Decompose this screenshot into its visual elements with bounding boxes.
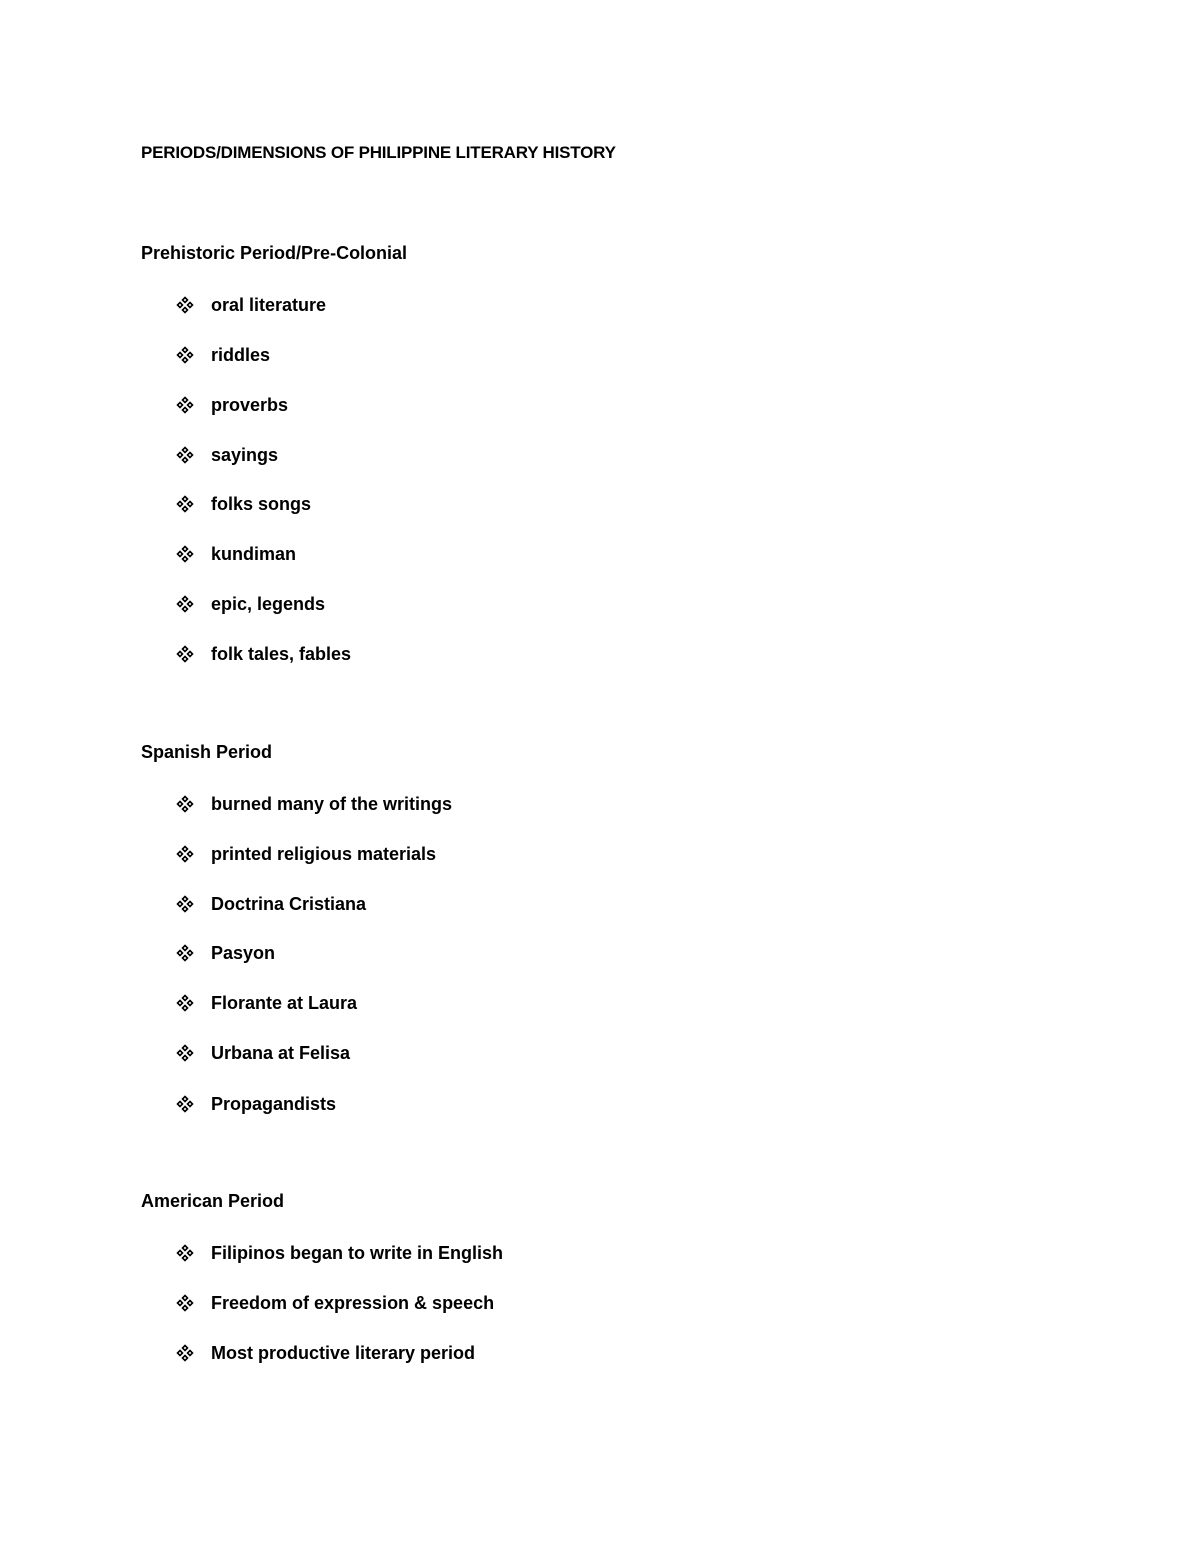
list-item-label: Freedom of expression & speech [211, 1292, 495, 1313]
four-diamond-bullet-icon [176, 895, 194, 913]
list-item-label: Filipinos began to write in English [211, 1242, 504, 1263]
list-item-label: folk tales, fables [211, 643, 352, 664]
list-item-label: Doctrina Cristiana [211, 893, 367, 914]
list-item [176, 1291, 494, 1315]
four-diamond-bullet-icon [176, 1294, 194, 1312]
page-title: PERIODS/DIMENSIONS OF PHILIPPINE LITERARY HISTORY [141, 143, 616, 162]
list-item [176, 293, 326, 317]
list-item [176, 393, 288, 417]
list-item [176, 443, 278, 467]
list-item-label: Florante at Laura [211, 992, 358, 1013]
four-diamond-bullet-icon [176, 495, 194, 513]
list-item [176, 492, 311, 516]
list-item-label: Urbana at Felisa [211, 1042, 351, 1063]
section-heading-american: American Period [141, 1191, 285, 1211]
list-item-label: epic, legends [211, 593, 326, 614]
list-item-label: proverbs [211, 394, 289, 415]
list-item-label: burned many of the writings [211, 793, 453, 814]
list-item [176, 792, 452, 816]
list-item [176, 542, 296, 566]
section-heading-prehistoric: Prehistoric Period/Pre-Colonial [141, 243, 408, 263]
four-diamond-bullet-icon [176, 396, 194, 414]
list-item-label: riddles [211, 344, 271, 365]
four-diamond-bullet-icon [176, 845, 194, 863]
list-item [176, 842, 436, 866]
list-item-label: folks songs [211, 493, 312, 514]
list-item-label: Pasyon [211, 942, 276, 963]
list-item [176, 1041, 350, 1065]
section-heading-spanish: Spanish Period [141, 742, 273, 762]
list-item-label: Propagandists [211, 1093, 337, 1114]
four-diamond-bullet-icon [176, 795, 194, 813]
list-item-label: sayings [211, 444, 279, 465]
four-diamond-bullet-icon [176, 1044, 194, 1062]
four-diamond-bullet-icon [176, 1095, 194, 1113]
four-diamond-bullet-icon [176, 595, 194, 613]
four-diamond-bullet-icon [176, 296, 194, 314]
list-item-label: kundiman [211, 543, 297, 564]
list-item [176, 892, 366, 916]
four-diamond-bullet-icon [176, 446, 194, 464]
list-item-label: printed religious materials [211, 843, 437, 864]
four-diamond-bullet-icon [176, 545, 194, 563]
four-diamond-bullet-icon [176, 1244, 194, 1262]
list-item [176, 1241, 503, 1265]
list-item-label: Most productive literary period [211, 1342, 476, 1363]
four-diamond-bullet-icon [176, 944, 194, 962]
list-item [176, 642, 351, 666]
list-item [176, 1092, 336, 1116]
list-item [176, 941, 275, 965]
four-diamond-bullet-icon [176, 346, 194, 364]
list-item [176, 592, 325, 616]
four-diamond-bullet-icon [176, 994, 194, 1012]
list-item [176, 991, 357, 1015]
list-item [176, 1341, 475, 1365]
list-item [176, 343, 270, 367]
four-diamond-bullet-icon [176, 645, 194, 663]
four-diamond-bullet-icon [176, 1344, 194, 1362]
list-item-label: oral literature [211, 294, 327, 315]
